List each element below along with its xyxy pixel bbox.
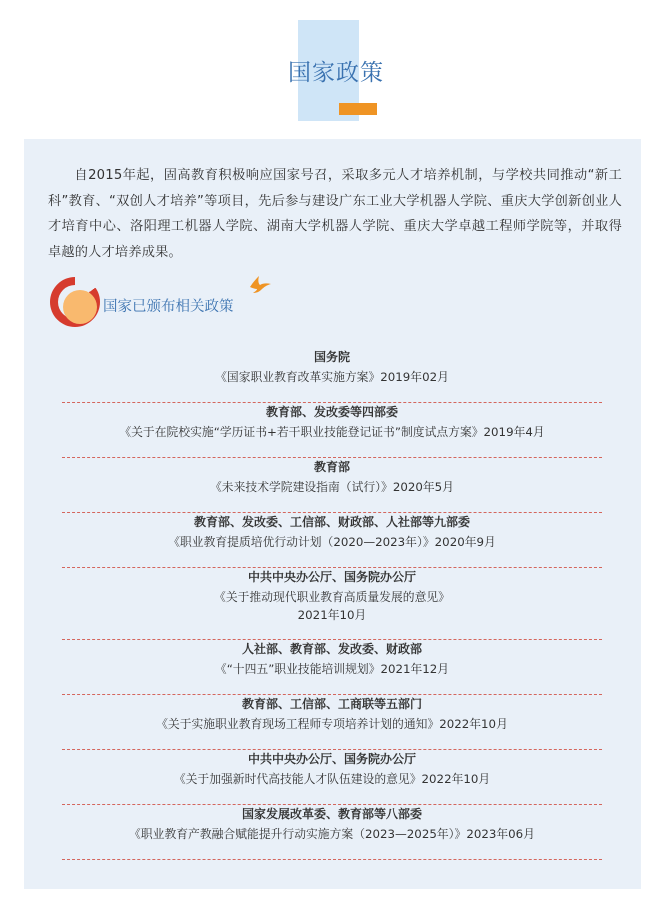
intro-paragraph: 自2015年起，固高教育积极响应国家号召，采取多元人才培养机制，与学校共同推动“新工科”教育、“双创人才培养”等项目，先后参与建设广东工业大学机器人学院、重庆大学创新创业人才培育中心、洛阳理工机器人学院、湖南大学机器人学院、重庆大学卓越工程师学院等，并取得卓越的人才培养成果。	[48, 168, 622, 260]
policy-issuer: 教育部、发改委等四部委	[265, 405, 398, 419]
policy-item	[62, 403, 602, 458]
title-accent-bar	[339, 103, 377, 115]
policy-item	[62, 513, 602, 568]
policy-item	[62, 348, 602, 403]
policy-item	[62, 805, 602, 860]
policy-issuer: 教育部、发改委、工信部、财政部、人社部等九部委	[193, 515, 470, 529]
policy-document: 《关于在院校实施“学历证书+若干职业技能登记证书”制度试点方案》2019年4月	[119, 425, 545, 439]
policy-document: 《国家职业教育改革实施方案》2019年02月	[215, 370, 449, 384]
section-title: 国家已颁布相关政策	[103, 299, 234, 315]
policy-issuer: 中共中央办公厅、国务院办公厅	[247, 752, 416, 766]
ring-badge-disc	[63, 290, 97, 324]
policy-document: 《关于实施职业教育现场工程师专项培养计划的通知》2022年10月	[156, 717, 508, 731]
policy-document: 《未来技术学院建设指南（试行）》2020年5月	[210, 480, 454, 494]
policy-document: 《关于推动现代职业教育高质量发展的意见》	[214, 590, 450, 604]
policy-issuer: 教育部	[313, 460, 350, 474]
policy-issuer: 人社部、教育部、发改委、财政部	[241, 642, 422, 656]
policy-item	[62, 750, 602, 805]
policy-document: 《“十四五”职业技能培训规划》2021年12月	[214, 662, 450, 676]
policy-issuer: 教育部、工信部、工商联等五部门	[241, 697, 422, 711]
policy-list	[62, 348, 602, 860]
policy-item	[62, 568, 602, 640]
policy-issuer: 国务院	[313, 350, 350, 364]
policy-item	[62, 458, 602, 513]
policy-document: 《职业教育产教融合赋能提升行动实施方案（2023—2025年）》2023年06月	[129, 827, 535, 841]
policy-issuer: 国家发展改革委、教育部等八部委	[241, 807, 422, 821]
policy-item	[62, 640, 602, 695]
policy-issuer: 中共中央办公厅、国务院办公厅	[247, 570, 416, 584]
policy-item	[62, 695, 602, 750]
policy-document: 《职业教育提质培优行动计划（2020—2023年）》2020年9月	[168, 535, 496, 549]
policy-document: 《关于加强新时代高技能人才队伍建设的意见》2022年10月	[173, 772, 491, 786]
policy-date: 2021年10月	[297, 608, 367, 622]
page-title: 国家政策	[288, 60, 384, 86]
bird-icon	[248, 275, 272, 297]
